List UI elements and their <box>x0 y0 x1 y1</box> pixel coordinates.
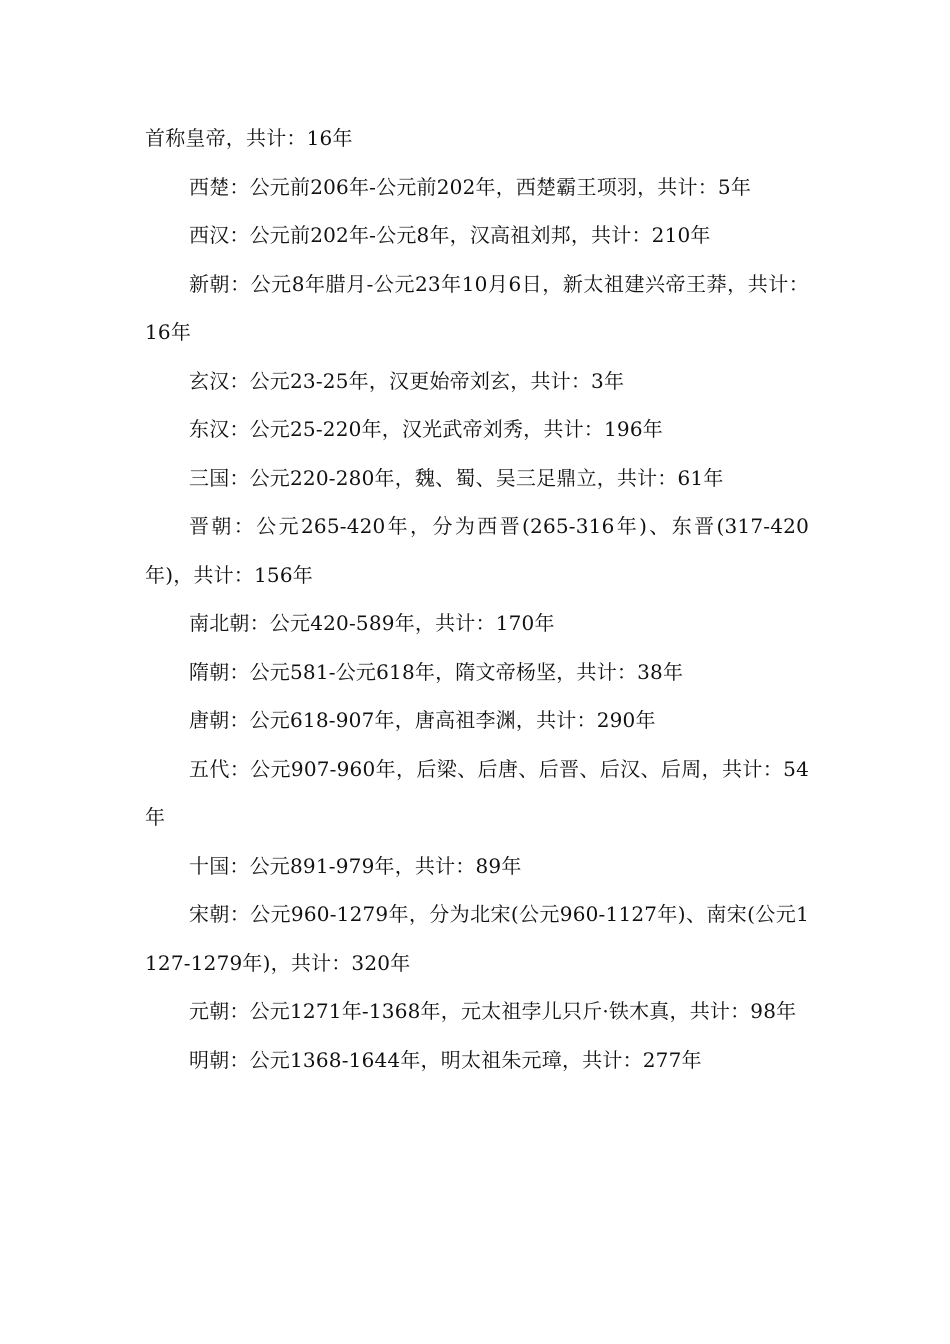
paragraph-shiguo: 十国：公元891-979年，共计：89年 <box>189 853 522 878</box>
paragraph-donghan: 东汉：公元25-220年，汉光武帝刘秀，共计：196年 <box>189 417 663 441</box>
paragraph-tangchao: 唐朝：公元618-907年，唐高祖李渊，共计：290年 <box>189 708 656 732</box>
paragraph-continuation: 首称皇帝，共计：16年 <box>145 126 353 150</box>
paragraph-jinchao: 晋朝：公元265-420年，分为西晋(265-316年)、东晋(317-420年)，共计：156年 <box>145 514 809 587</box>
paragraph-wudai: 五代：公元907-960年，后梁、后唐、后晋、后汉、后周，共计：54年 <box>145 756 809 829</box>
paragraph-xuanhan: 玄汉：公元23-25年，汉更始帝刘玄，共计：3年 <box>189 368 625 393</box>
paragraph-sanguo: 三国：公元220-280年，魏、蜀、吴三足鼎立，共计：61年 <box>189 465 724 490</box>
paragraph-xinchao: 新朝：公元8年腊月-公元23年10月6日，新太祖建兴帝王莽，共计：16年 <box>145 271 809 344</box>
paragraph-nanbeichao: 南北朝：公元420-589年，共计：170年 <box>189 611 555 635</box>
paragraph-xihan: 西汉：公元前202年-公元8年，汉高祖刘邦，共计：210年 <box>189 223 711 247</box>
paragraph-yuanchao: 元朝：公元1271年-1368年，元太祖孛儿只斤·铁木真，共计：98年 <box>189 999 797 1023</box>
paragraph-suichao: 隋朝：公元581-公元618年，隋文帝杨坚，共计：38年 <box>189 659 684 684</box>
paragraph-songchao: 宋朝：公元960-1279年，分为北宋(公元960-1127年)、南宋(公元1127-1279年)，共计：320年 <box>145 902 809 975</box>
paragraph-mingchao: 明朝：公元1368-1644年，明太祖朱元璋，共计：277年 <box>189 1047 702 1072</box>
paragraph-xichu: 西楚：公元前206年-公元前202年，西楚霸王项羽，共计：5年 <box>189 174 752 199</box>
document-body <box>145 114 809 1084</box>
